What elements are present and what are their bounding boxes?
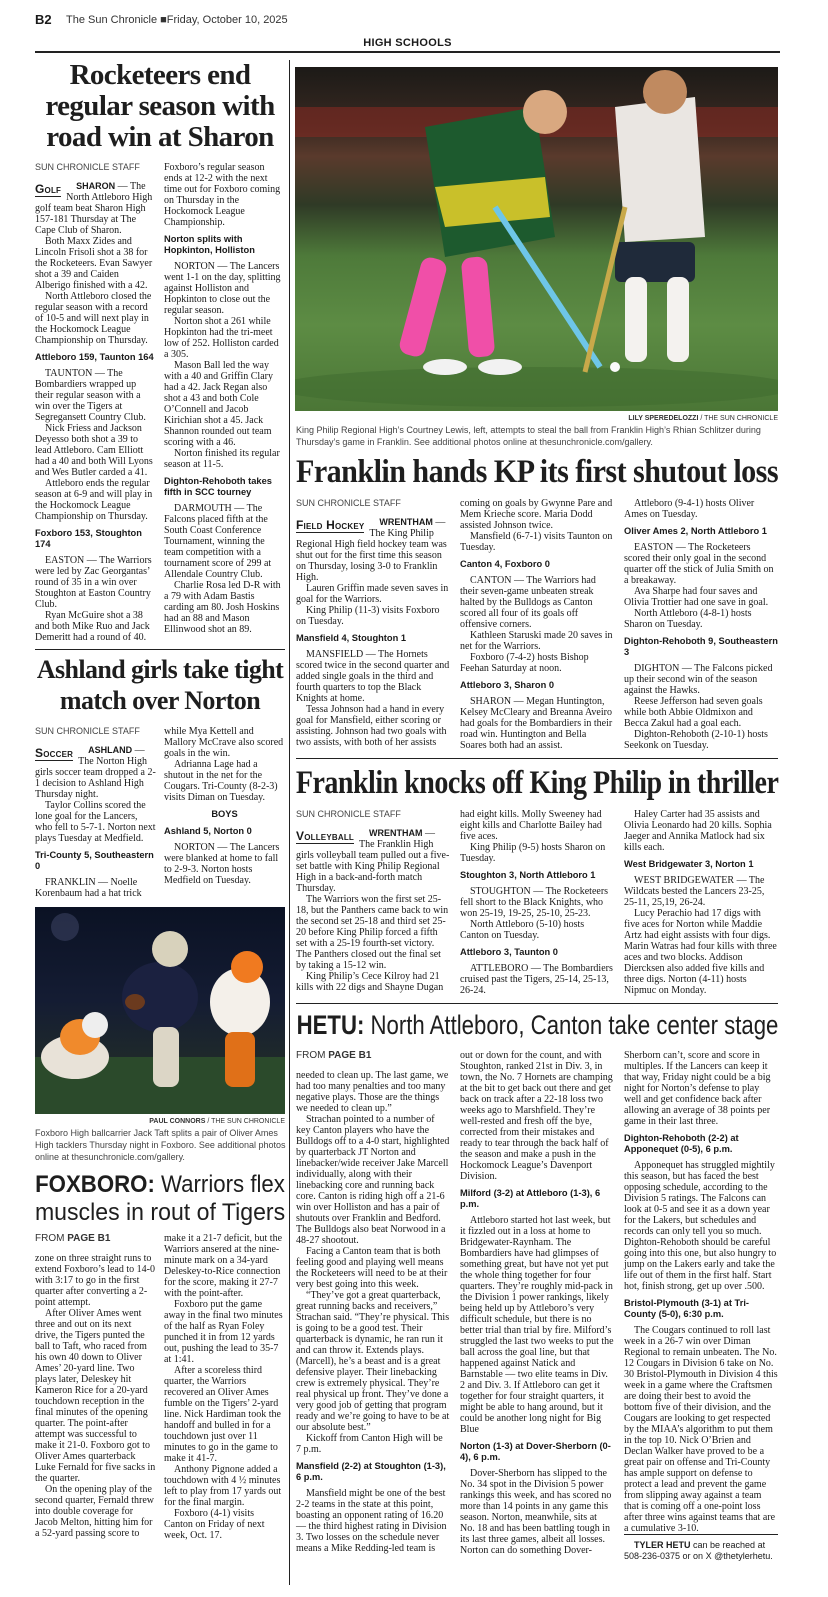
sport-tag: Soccer: [35, 746, 74, 760]
paragraph: [624, 1325, 778, 1534]
paragraph-text: Ava Sharpe had four saves and Olivia Trottier had one save in goal.: [624, 586, 769, 608]
paragraph-text: — The Franklin High girls volleyball team pulled out a five-set battle with King Philip Regional High in a back-and-forth match Thursday.: [296, 828, 450, 894]
subhead: Dighton-Rehoboth (2-2) at Apponequet (0-5), 6 p.m.: [624, 1133, 739, 1154]
headline-kicker: FOXBORO:: [35, 1171, 155, 1198]
paragraph: [624, 696, 778, 729]
paragraph: [460, 963, 614, 996]
dateline: SHARON: [76, 181, 116, 191]
paragraph: [624, 809, 778, 853]
section-label: HIGH SCHOOLS: [363, 37, 452, 49]
subhead: West Bridgewater 3, Norton 1: [624, 859, 754, 869]
paragraph: [35, 423, 156, 478]
paragraph: [460, 886, 614, 919]
paragraph-text: Haley Carter had 35 assists and Olivia Leonardo had 20 kills. Sophia Jaeger and Annika Matlock had six kills each.: [624, 809, 772, 853]
byline: SUN CHRONICLE STAFF: [35, 726, 140, 736]
paragraph: [164, 580, 285, 635]
paragraph-text: North Attleboro (4-8-1) hosts Sharon on Tuesday.: [624, 608, 752, 630]
paragraph-text: Attleboro (9-4-1) hosts Oliver Ames on Tuesday.: [624, 498, 755, 520]
left-column: [35, 60, 285, 1541]
paragraph: [35, 745, 156, 800]
football-photo-image: [35, 907, 285, 1114]
paragraph: [164, 759, 285, 803]
paragraph-text: After a scoreless third quarter, the Warriors recovered an Oliver Ames fumble on the Tigers’ 2-yard line. Nick Hardiman took the handoff and bulled in for a touchdown just over 11 minutes to go in the game to make it 41-7.: [164, 1365, 281, 1464]
jump-line: [35, 1233, 156, 1244]
subhead: Oliver Ames 2, North Attleboro 1: [624, 526, 767, 536]
headline-text: Franklin knocks off King Philip in thriller: [295, 765, 779, 801]
paragraph: [624, 729, 778, 751]
headline-line-text: [45, 91, 274, 122]
headline-line: [296, 1008, 778, 1042]
headline-text: regular season with: [45, 90, 275, 122]
headline-golf: [35, 60, 285, 153]
photo-football: [35, 907, 285, 1114]
paragraph: [164, 1464, 285, 1508]
headline-line-text: [46, 122, 273, 153]
headline-line-text: [35, 1199, 285, 1227]
paragraph: [35, 291, 156, 346]
column-divider: [289, 60, 290, 1585]
paragraph: [35, 1253, 156, 1308]
paragraph: [164, 360, 285, 448]
headline-line-text: [296, 763, 778, 803]
headline-field-hockey: [296, 452, 778, 492]
paragraph: [296, 517, 450, 583]
byline: SUN CHRONICLE STAFF: [296, 809, 401, 819]
paragraph-text: Norton shot a 261 while Hopkinton had the tri-meet low of 252. Holliston carded a 305.: [164, 316, 279, 360]
paragraph-text: The Warriors won the first set 25-18, but the Panthers came back to win the second set 25-18 and third set 25-20 before King Philip forced a fifth set with a 25-19 fourth-set victory. The Panthers closed out the final set by taking a 15-12 win.: [296, 894, 449, 971]
headline-text: Ashland girls take tight: [36, 655, 284, 684]
paragraph: [35, 368, 156, 423]
headline-line-text: [296, 452, 778, 492]
paragraph-text: Mansfield (6-7-1) visits Taunton on Tuesday.: [460, 531, 613, 553]
headline-line-text: [35, 1171, 285, 1199]
paragraph-text: DARMOUTH — The Falcons placed fifth at the South Coast Conference Tournament, winning the team competition with a tournament score of 299 at Allendale Country Club.: [164, 503, 272, 580]
headline-text: muscles in rout of Tigers: [34, 1199, 286, 1226]
paragraph-text: Charlie Rosa led D-R with a 79 with Adam Bastis carding am 80. Josh Hoskins had an 88 and Mason Ellinwood shot an 89.: [164, 580, 281, 635]
headline-kicker: HETU:: [296, 1010, 364, 1040]
paragraph: [624, 542, 778, 586]
paragraph-text: Foxboro put the game away in the final two minutes of the half as Ryan Foley punched it in from 12 yards out, pushing the lead to 35-7 at 1:41.: [164, 1299, 283, 1365]
paragraph: [460, 630, 614, 652]
paragraph-text: “They’ve got a great quarterback, great running backs and receivers,” Strachan said. “They’re physical. This is going to be a good test. Their quarterback is dynamic, he ran run it and can throw it. Extends plays. (Marcell), he’s a beast and is a great defensive player. Their linebacking crew is extremely physical. They’re real physical up front. They’ve done a very good job of getting that program ready and we’re going to have to be at our absolute best.”: [296, 1290, 450, 1433]
subhead: Tri-County 5, Southeastern 0: [35, 850, 154, 871]
paragraph-text: Apponequet has struggled mightily this season, but has faced the best opposing schedule, according to the Division 5 ratings. The Falcons can look at 0-5 and see it as a down year for the Lakers, but schedules and records can only tell you so much. Dighton-Rehoboth should be careful going into this one, but also hungry to jump on the Lakers early and take the life out of them in the first half. Start hot, finish strong, get up over .500.: [624, 1160, 777, 1292]
credit-outlet: / THE SUN CHRONICLE: [205, 1118, 285, 1125]
paragraph-text: Ryan McGuire shot a 38 and both Mike Ruo and Jack Demeritt had a round of 40. Foxboro’s regular season ends at 12-2 with the next time out for Foxboro coming on Thursday in the Hockomock League Championship.: [35, 162, 281, 643]
story-body-soccer: [35, 726, 285, 899]
paragraph-text: Anthony Pignone added a touchdown with 4 ½ minutes left to play from 17 yards out for the final margin.: [164, 1464, 282, 1508]
paragraph-text: King Philip (9-5) hosts Sharon on Tuesday.: [460, 842, 606, 864]
paragraph-text: Attleboro ends the regular season at 6-9 and will play in the Hockomock League Championship on Thursday.: [35, 478, 153, 522]
paragraph-text: Kathleen Staruski made 20 saves in net for the Warriors.: [460, 630, 613, 652]
jump-prefix: FROM: [296, 1050, 329, 1061]
paragraph: [460, 919, 614, 941]
paragraph: [460, 1215, 614, 1435]
paragraph-text: Facing a Canton team that is both feeling good and playing well means the Rocketeers will need to be at their very best going into this week.: [296, 1246, 448, 1290]
paragraph-text: Tessa Johnson had a hand in every goal for Mansfield, either scoring or assisting. Johnson had two goals with two assists, with both of her assists coming on goals by Gwynne Pare and Mem Krieche score. Maria Dodd assisted Johnson twice.: [296, 498, 613, 748]
paragraph-text: — The Norton High girls soccer team dropped a 2-1 decision to Ashland High Thursday night.: [35, 745, 156, 800]
paragraph: [296, 583, 450, 605]
paragraph: [164, 261, 285, 316]
paragraph-text: King Philip (11-3) visits Foxboro on Tuesday.: [296, 605, 440, 627]
story-divider: [296, 758, 778, 759]
paragraph: [624, 908, 778, 996]
credit-name: PAUL CONNORS: [149, 1118, 206, 1125]
story-divider: [35, 649, 285, 650]
paragraph: [624, 608, 778, 630]
subhead: Canton 4, Foxboro 0: [460, 559, 550, 569]
paragraph-text: ATTLEBORO — The Bombardiers cruised past the Tigers, 25-14, 25-13, 26-24.: [460, 963, 613, 996]
masthead-dateline: The Sun Chronicle ■Friday, October 10, 2025: [66, 14, 288, 26]
paragraph-text: STOUGHTON — The Rocketeers fell short to the Black Knights, who won 25-19, 19-25, 25-10, 25-23.: [460, 886, 609, 919]
paragraph-text: NORTON — The Lancers went 1-1 on the day, splitting against Holliston and Hopkinton to close out the regular season.: [164, 261, 281, 316]
subhead: Norton splits with Hopkinton, Holliston: [164, 234, 255, 255]
paragraph-text: Reese Jefferson had seven goals while both Abbie Oldmixon and Becca Zakul had a goal each.: [624, 696, 763, 729]
paragraph-text: Mason Ball led the way with a 40 and Griffin Clary had a 42. Jack Regan also shot a 43 and both Cole O’Connell and Jacob Kirichian shot a 45. Jack Shannon rounded out team scoring with a 46.: [164, 360, 273, 448]
paragraph: [296, 894, 450, 971]
paragraph: [460, 531, 614, 553]
paragraph: [164, 316, 285, 360]
credit-outlet: / THE SUN CHRONICLE: [698, 415, 778, 422]
author-name: TYLER HETU: [634, 1540, 691, 1550]
headline-text: road win at Sharon: [46, 121, 274, 153]
photo-credit-football: [35, 1117, 285, 1126]
story-divider: [296, 1003, 778, 1004]
paragraph: [460, 842, 614, 864]
sport-tag: Field Hockey: [296, 518, 365, 532]
subhead-centered: BOYS: [211, 809, 238, 819]
subhead: Foxboro 153, Stoughton 174: [35, 528, 142, 549]
paragraph: [624, 663, 778, 696]
headline-soccer: [35, 654, 285, 716]
subhead: Milford (3-2) at Attleboro (1-3), 6 p.m.: [460, 1188, 601, 1209]
paragraph-text: FRANKLIN — Noelle Korenbaum had a hat trick while Mya Kettell and Mallory McCrave also scored goals in the win.: [35, 726, 284, 899]
paragraph: [296, 1114, 450, 1246]
photo-caption-field-hockey: King Philip Regional High’s Courtney Lewis, left, attempts to steal the ball from Franklin High’s Rhian Schlitzer during Thursday’s game in Franklin. See additional photos online at thesunchronicle.com/gallery.: [296, 425, 761, 447]
paragraph-text: Nick Friess and Jackson Deyesso both shot a 39 to lead Attleboro. Cam Elliott had a 40 and both Will Lyons and Wes Butler carded a 41.: [35, 423, 153, 478]
paragraph: [624, 875, 778, 908]
paragraph: [164, 503, 285, 580]
paragraph-text: Lucy Perachio had 17 digs with five aces for Norton while Maddie Artz had eight assists with four digs. Marin Watras had four kills with three aces and two blocks. Addison Diercksen also added five kills and three digs. Norton (4-11) hosts Nipmuc on Monday.: [624, 908, 777, 996]
author-contact: can be reached at 508-236-0375 or on X @thetylerhetu.: [624, 1540, 773, 1561]
paragraph: [460, 696, 614, 751]
paragraph: [296, 605, 450, 627]
sport-tag: Golf: [35, 182, 62, 196]
paragraph: [296, 1433, 450, 1455]
headline-line: [35, 91, 285, 122]
story-body-golf: [35, 162, 285, 643]
subhead: Mansfield 4, Stoughton 1: [296, 633, 407, 643]
field-hockey-photo-image: [295, 67, 778, 411]
headline-line: [35, 685, 285, 716]
subhead: Ashland 5, Norton 0: [164, 826, 252, 836]
headline-line-text: [60, 685, 260, 716]
story-body-football: [35, 1233, 285, 1541]
photo-caption-football: Foxboro High ballcarrier Jack Taft splits a pair of Oliver Ames High tacklers Thursday night in Foxboro. See additional photos online at thesunchronicle.com/gallery.: [35, 1128, 286, 1162]
jump-page: PAGE B1: [67, 1233, 111, 1244]
subhead: Attleboro 159, Taunton 164: [35, 352, 154, 362]
paragraph-text: Dighton-Rehoboth (2-10-1) hosts Seekonk on Tuesday.: [624, 729, 768, 751]
subhead: Bristol-Plymouth (3-1) at Tri-County (5-0), 6:30 p.m.: [624, 1298, 749, 1319]
paragraph: [164, 1299, 285, 1365]
paragraph-text: Norton finished its regular season at 11-5.: [164, 448, 280, 470]
headline-football: [35, 1171, 285, 1227]
photo-field-hockey: [295, 67, 778, 411]
jump-page: PAGE B1: [328, 1050, 372, 1061]
headline-line: [35, 1199, 285, 1227]
paragraph: [296, 1290, 450, 1433]
paragraph: [624, 1160, 778, 1292]
paragraph-text: Strachan pointed to a number of key Canton players who have the Bulldogs off to a 4-0 start, highlighted by quarterback JT Norton and linebacker/wide receiver Jake Marcell individually, along with their linebacking core and running back core. Canton is riding high off a 21-6 win over Holliston and has a pair of shutouts over Franklin and Bedford. The Bulldogs also beat Norwood in a 48-27 shootout.: [296, 1114, 450, 1246]
paragraph: [460, 652, 614, 674]
paragraph-text: — The King Philip Regional High field hockey team was shut out for the first time this season on Thursday, losing 3-0 to Franklin High.: [296, 517, 447, 583]
headline-line-text: [296, 1008, 778, 1042]
section-rule: [35, 51, 780, 53]
headline-volleyball: [296, 763, 778, 803]
paragraph-text: Foxboro (4-1) visits Canton on Friday of next week, Oct. 17.: [164, 1508, 265, 1541]
headline-text: Warriors flex: [154, 1171, 285, 1198]
paragraph-text: North Attleboro closed the regular season with a record of 10-5 and will next play in the Hockomock League Championship on Thursday.: [35, 291, 152, 346]
paragraph-text: CANTON — The Warriors had their seven-game unbeaten streak halted by the Bulldogs as Canton scored all four of its goals off offensive corners.: [460, 575, 596, 630]
paragraph-text: TAUNTON — The Bombardiers wrapped up their regular season with a win over the Tigers at Segregansett Country Club.: [35, 368, 146, 423]
paragraph-text: The Cougars continued to roll last week in a 26-7 win over Diman Regional to remain unbeaten. The No. 12 Cougars in Division 6 take on No. 30 Bristol-Plymouth in Division 4 this week in a game where the Craftsmen are doing their best to avoid the bottom five of their division, and the Cougars are looking to get respected by the MIAA’s algorithm to put them in the top 10. Nick O’Brien and Declan Walker have proved to be a great pair on offense and Tri-County has ample support on defense to protect a lead and prevent the game from slipping away against a team that is coming off a one-point loss after three wins against teams that are a cumulative 3-10.: [624, 1325, 778, 1534]
story-body-volleyball: [296, 809, 778, 996]
paragraph: [296, 828, 450, 894]
paragraph-text: Both Maxx Zides and Lincoln Frisoli shot a 38 for the Rocketeers. Evan Sawyer shot a 39 and Caiden Alberigo finished with a 42.: [35, 236, 153, 291]
paragraph: [35, 1308, 156, 1484]
paragraph: [164, 1508, 285, 1541]
paragraph: [460, 575, 614, 630]
headline-line: [35, 60, 285, 91]
byline: SUN CHRONICLE STAFF: [296, 498, 401, 508]
headline-line: [35, 122, 285, 153]
story-body-field-hockey: [296, 498, 778, 751]
paragraph-text: — The North Attleboro High golf team beat Sharon High 157-181 Thursday at The Cape Club of Sharon.: [35, 181, 153, 236]
paragraph: [164, 842, 285, 886]
paragraph: [35, 236, 156, 291]
paragraph-text: Attleboro started hot last week, but it fizzled out in a loss at home to Bridgewater-Raynham. The Bombardiers have had glimpses of something great, but have not yet put the whole thing together for four quarters. They’re roughly mid-pack in the Division 1 power rankings, likely being held up by Attleboro’s very difficult schedule, but there is no better trial than trial by fire. Milford’s struggled the last two weeks to put the ball across the goal line, but that happened against Natick and Barnstable — two elite teams in Div. 2 and Div. 3. If Attleboro can get it together for four straight quarters, it might be able to hang around, but it could be another long night for Big Blue: [460, 1215, 614, 1435]
byline: SUN CHRONICLE STAFF: [35, 162, 140, 172]
paragraph-text: DIGHTON — The Falcons picked up their second win of the season against the Hawks.: [624, 663, 773, 696]
headline-text: Franklin hands KP its first shutout loss: [295, 454, 779, 490]
sport-tag: Volleyball: [296, 829, 354, 843]
headline-text: match over Norton: [59, 686, 261, 715]
headline-line-text: [37, 654, 283, 685]
headline-line: [35, 654, 285, 685]
subhead: Mansfield (2-2) at Stoughton (1-3), 6 p.m.: [296, 1461, 446, 1482]
subhead: Attleboro 3, Taunton 0: [460, 947, 558, 957]
headline-line: [296, 452, 778, 492]
paragraph: [296, 1070, 450, 1114]
dateline: WRENTHAM: [379, 517, 433, 527]
author-note: [624, 1534, 778, 1562]
paragraph-text: Taylor Collins scored the lone goal for the Lancers, who fell to 5-7-1. Norton next plays Tuesday at Medfield.: [35, 800, 156, 844]
paragraph: [624, 586, 778, 608]
paragraph-text: SHARON — Megan Huntington, Kelsey McCleary and Breanna Aveiro had goals for the Bombardiers in their road win. Huntington and Bella Soares both had an assist.: [460, 696, 613, 751]
paragraph-text: Lauren Griffin made seven saves in goal for the Warriors.: [296, 583, 449, 605]
paragraph-text: EASTON — The Rocketeers scored their only goal in the second quarter off the stick of Julia Smith on a breakaway.: [624, 542, 774, 586]
dateline: ASHLAND: [88, 745, 133, 755]
paragraph: [296, 649, 450, 704]
paragraph-text: Kickoff from Canton High will be 7 p.m.: [296, 1433, 443, 1455]
dateline: WRENTHAM: [369, 828, 423, 838]
headline-hetu: [296, 1008, 778, 1042]
paragraph: [624, 498, 778, 520]
paragraph: [35, 181, 156, 236]
paragraph-text: WEST BRIDGEWATER — The Wildcats bested the Lancers 23-25, 25-11, 25,19, 26-24.: [624, 875, 765, 908]
right-column: [295, 67, 778, 1562]
paragraph-text: After Oliver Ames went three and out on its next drive, the Tigers punted the ball to Taft, who raced from his own 40 down to Oliver Ames’ 20-yard line. Two plays later, Deleskey hit Kameron Rice for a 20-yard touchdown reception in the final minutes of the opening quarter. The point-after attempt was successful to make it 21-0. Foxboro got to Oliver Ames quarterback Luke Fernald for five sacks in the quarter.: [35, 1308, 156, 1484]
headline-line-text: [70, 60, 251, 91]
subhead: Stoughton 3, North Attleboro 1: [460, 870, 596, 880]
headline-line: [35, 1171, 285, 1199]
paragraph-text: North Attleboro (5-10) hosts Canton on Tuesday.: [460, 919, 585, 941]
headline-line: [296, 763, 778, 803]
subhead: Attleboro 3, Sharon 0: [460, 680, 555, 690]
paragraph-text: Foxboro (7-4-2) hosts Bishop Feehan Saturday at noon.: [460, 652, 589, 674]
paragraph-text: Mansfield might be one of the best 2-2 teams in the state at this point, boasting an opponent rating of 16.20 — the third highest rating in Division 3. Two losses on the schedule never means a Mike Redding-led team is out or down for the count, and with Stoughton, ranked 21st in Div. 3, in town, the No. 7 Hornets are champing at the bit to get back out there and get back on track after a 22-18 loss two weeks ago to Marshfield. They’re well-rested and fresh off the bye, corrected from their mistakes and ready to tear through the back half of the season and make a push in the Hockomock League’s Davenport Division.: [296, 1050, 613, 1554]
paragraph: [35, 478, 156, 522]
jump-line: [296, 1050, 450, 1061]
paragraph: [296, 1246, 450, 1290]
headline-text: North Attleboro, Canton take center stage: [363, 1010, 778, 1040]
subhead: Dighton-Rehoboth 9, Southeastern 3: [624, 636, 778, 657]
subhead: Dighton-Rehoboth takes fifth in SCC tourney: [164, 476, 272, 497]
credit-name: LILY SPEREDELOZZI: [628, 415, 699, 422]
photo-credit-field-hockey: [295, 414, 778, 423]
paragraph: [164, 448, 285, 470]
headline-text: Rocketeers end: [69, 59, 251, 91]
paragraph-text: NORTON — The Lancers were blanked at home to fall to 2-9-3. Norton hosts Medfield on Tuesday.: [164, 842, 280, 886]
paragraph: [35, 800, 156, 844]
jump-prefix: FROM: [35, 1233, 68, 1244]
story-body-hetu: [296, 1050, 778, 1562]
paragraph-text: needed to clean up. The last game, we had too many penalties and too many negative plays. Those are the things we needed to clean up.”: [296, 1070, 449, 1114]
paragraph-text: Dover-Sherborn has slipped to the No. 34 spot in the Division 5 power rankings this week, and has scored no more than 14 points in any game this season. Norton, meanwhile, sits at No. 18 and has been battling tough in its last three games, albeit all losses. Norton can do something Dover-Sherborn can’t, score and score in multiples. If the Lancers can keep it that way, Friday night could be a big night for Norton’s defense to play well and get confidence back after allowing an average of 38 points per game in their last three.: [460, 1050, 771, 1556]
paragraph-text: MANSFIELD — The Hornets scored twice in the second quarter and added single goals in the third and fourth quarters to top the Black Knights at home.: [296, 649, 450, 704]
paragraph: [35, 555, 156, 610]
page-number: B2: [35, 12, 52, 27]
paragraph-text: EASTON — The Warriors were led by Zac Georgantas’ round of 35 in a win over Stoughton at Easton Country Club.: [35, 555, 152, 610]
subhead: Norton (1-3) at Dover-Sherborn (0-4), 6 p.m.: [460, 1441, 611, 1462]
paragraph-text: zone on three straight runs to extend Foxboro’s lead to 14-0 with 3:17 to go in the first quarter after converting a 2-point attempt.: [35, 1253, 155, 1308]
paragraph-text: King Philip’s Cece Kilroy had 21 kills with 22 digs and Shayne Dugan had eight kills. Molly Sweeney had eight kills and Charlotte Bailey had five aces.: [296, 809, 602, 993]
paragraph-text: Adrianna Lage had a shutout in the net for the Cougars. Tri-County (8-2-3) visits Diman on Tuesday.: [164, 759, 278, 803]
paragraph: [164, 1365, 285, 1464]
paragraph-text: On the opening play of the second quarter, Fernald threw into double coverage for Jacob Melton, hitting him for a 52-yard passing score to make it a 21-7 deficit, but the Warriors ansered at the nine-minute mark on a 34-yard Deleskey-to-Rice connection for the score, making it 27-7 with the point-after.: [35, 1233, 283, 1539]
